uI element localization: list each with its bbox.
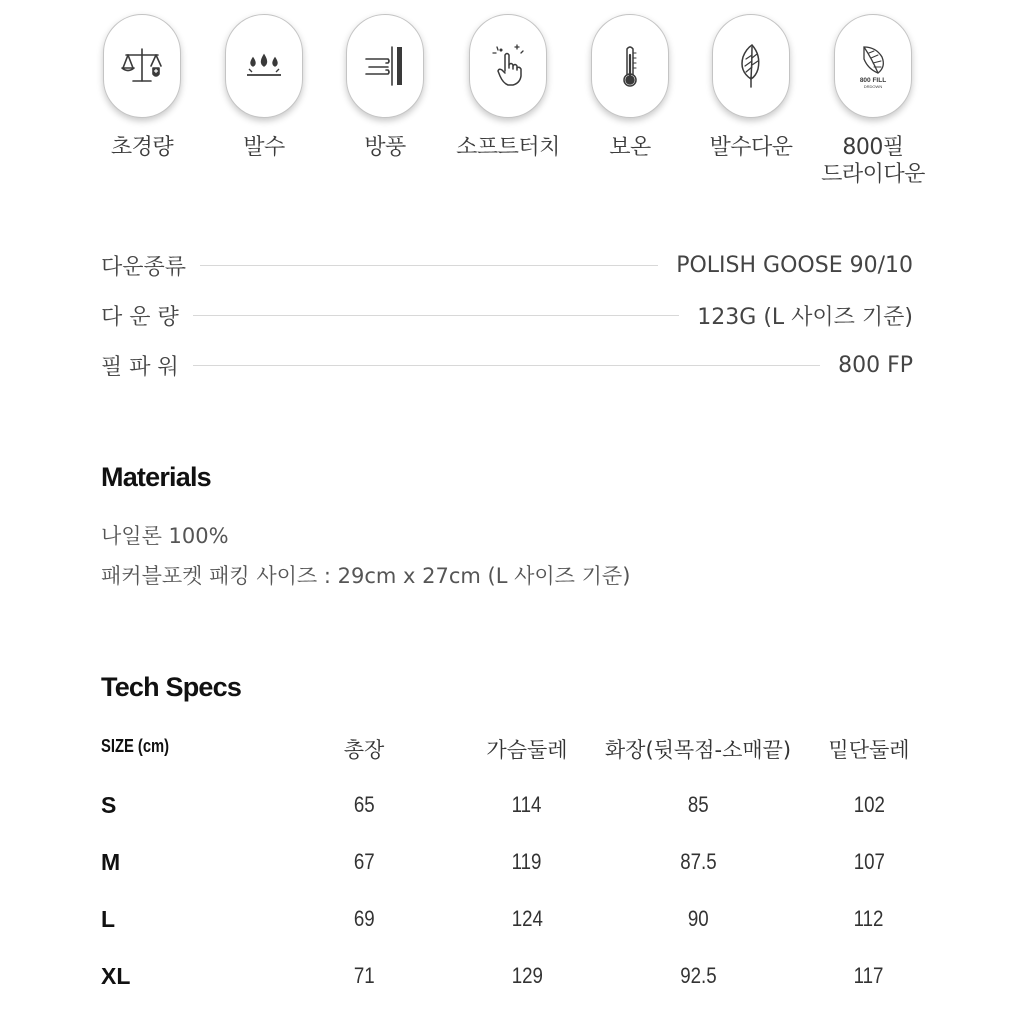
value-text: 129 <box>511 963 543 988</box>
value-text: 87.5 <box>679 849 717 874</box>
value-text: 65 <box>353 792 375 817</box>
value-text: 67 <box>353 849 375 874</box>
spec-value: 123G (L 사이즈 기준) <box>697 304 913 330</box>
feature-water-repellent <box>199 14 329 161</box>
feature-label-line: 800필 <box>842 135 904 160</box>
feature-label: 방풍 <box>364 135 406 160</box>
feature-label-line: 드라이다운 <box>821 162 925 187</box>
wind-barrier-icon <box>360 41 410 91</box>
feather-fill-icon <box>848 41 898 91</box>
feature-800-fill-drydown <box>808 14 938 188</box>
size-cell: S <box>101 792 117 818</box>
feature-ultralight <box>77 14 207 161</box>
spec-label: 다 운 량 <box>101 304 179 330</box>
feature-water-repellent-down <box>686 14 816 161</box>
spec-label: 필 파 워 <box>101 354 179 380</box>
feather-icon <box>726 41 776 91</box>
feature-label <box>808 134 938 188</box>
value-text: 114 <box>512 792 542 817</box>
spec-divider <box>200 265 658 266</box>
thermometer-icon <box>605 41 655 91</box>
feature-label: 발수 <box>243 135 285 160</box>
header-text: 밑단둘레 <box>828 738 910 762</box>
value-text: 117 <box>854 963 884 988</box>
feature-label: 초경량 <box>110 135 174 160</box>
value-text: 69 <box>353 906 375 931</box>
value-text: 112 <box>854 906 884 931</box>
value-text: 90 <box>687 906 709 931</box>
value-text: 124 <box>511 906 543 931</box>
drydown-text: DRDOWN <box>863 84 883 89</box>
scale-icon <box>117 41 167 91</box>
down-specs <box>101 240 913 390</box>
feature-badge <box>834 14 912 118</box>
fill-power-text: 800 FILL <box>859 77 887 84</box>
spec-value: 800 FP <box>838 352 913 378</box>
feature-badge <box>469 14 547 118</box>
spec-value: POLISH GOOSE 90/10 <box>676 252 913 278</box>
spec-divider <box>193 365 820 366</box>
water-drops-icon <box>239 41 289 91</box>
feature-badge <box>103 14 181 118</box>
materials-fabric: 나일론 100% <box>101 524 229 548</box>
spec-row-fill-power <box>101 340 913 390</box>
tech-specs-heading: Tech Specs <box>101 672 242 702</box>
size-cell: XL <box>101 963 131 989</box>
header-text: 화장(뒷목점-소매끝) <box>604 738 792 762</box>
value-text: 119 <box>512 849 542 874</box>
feature-badge <box>346 14 424 118</box>
spec-row-down-type <box>101 240 913 290</box>
hand-touch-icon <box>483 41 533 91</box>
feature-badge <box>225 14 303 118</box>
feature-label: 발수다운 <box>709 135 793 160</box>
value-text: 107 <box>853 849 885 874</box>
value-text: 71 <box>353 963 375 988</box>
feature-warmth <box>565 14 695 161</box>
feature-badge <box>591 14 669 118</box>
size-cell: L <box>101 906 116 932</box>
size-cell: M <box>101 849 121 875</box>
feature-label: 소프트터치 <box>456 135 560 160</box>
header-size: SIZE (cm) <box>101 736 170 756</box>
feature-soft-touch <box>443 14 573 161</box>
header-text: 가슴둘레 <box>486 738 568 762</box>
materials-heading: Materials <box>101 462 211 492</box>
value-text: 102 <box>853 792 885 817</box>
value-text: 92.5 <box>679 963 717 988</box>
header-text: 총장 <box>343 738 385 762</box>
feature-badge <box>712 14 790 118</box>
feature-label: 보온 <box>609 135 651 160</box>
feature-windproof <box>320 14 450 161</box>
value-text: 85 <box>687 792 709 817</box>
spec-divider <box>193 315 680 316</box>
materials-packing-size: 패커블포켓 패킹 사이즈 : 29cm x 27cm (L 사이즈 기준) <box>101 564 631 588</box>
spec-row-down-amount <box>101 290 913 340</box>
feature-icons-row <box>0 0 1013 200</box>
spec-label: 다운종류 <box>101 254 187 280</box>
